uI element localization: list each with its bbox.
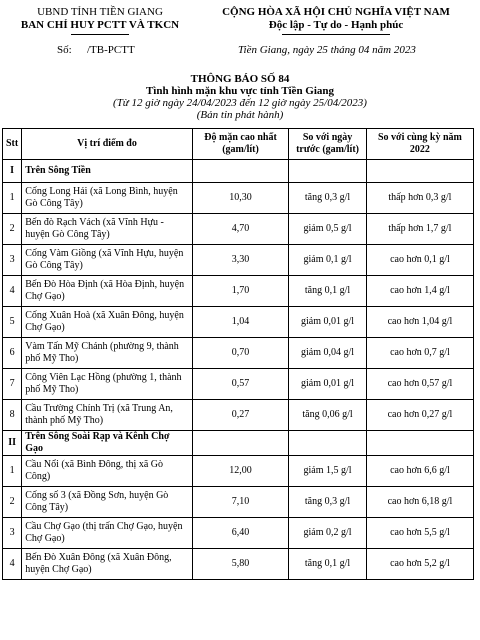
row-vs-previous-day: tăng 0,3 g/l — [289, 487, 367, 518]
table-row — [3, 487, 474, 518]
row-vs-2022: cao hơn 0,57 g/l — [366, 369, 473, 400]
row-location: Cống Long Hải (xã Long Bình, huyện Gò Công Tây) — [22, 183, 193, 214]
notice-subject: Tình hình mặn khu vực tỉnh Tiền Giang — [145, 85, 335, 97]
group-empty-cell — [192, 160, 288, 183]
document-number-label: Số: — [57, 44, 72, 56]
row-location: Cầu Chợ Gạo (thị trấn Chợ Gạo, huyện Chợ Gạo) — [22, 518, 193, 549]
notice-title: THÔNG BÁO SỐ 84 — [190, 73, 290, 85]
row-vs-2022: cao hơn 6,18 g/l — [366, 487, 473, 518]
row-salinity: 1,04 — [192, 307, 288, 338]
group-empty-cell — [366, 431, 473, 456]
row-location: Bến Đò Xuân Đông (xã Xuân Đông, huyện Chợ Gạo) — [22, 549, 193, 580]
row-salinity: 12,00 — [192, 456, 288, 487]
agency-command: BAN CHỈ HUY PCTT VÀ TKCN — [20, 19, 180, 31]
issuing-agency — [8, 6, 192, 35]
row-stt: 4 — [3, 276, 22, 307]
row-vs-2022: thấp hơn 1,7 g/l — [366, 214, 473, 245]
country-name: CỘNG HÒA XÃ HỘI CHỦ NGHĨA VIỆT NAM — [222, 6, 450, 18]
document-number-value: /TB-PCTT — [87, 44, 135, 56]
table-row — [3, 549, 474, 580]
row-vs-2022: cao hơn 1,04 g/l — [366, 307, 473, 338]
header-stt: Stt — [3, 129, 22, 160]
group-name: Trên Sông Soài Rạp và Kênh Chợ Gạo — [22, 431, 193, 456]
notice-title-block — [0, 73, 480, 121]
table-row — [3, 338, 474, 369]
row-vs-previous-day: giảm 0,5 g/l — [289, 214, 367, 245]
row-location: Cống Xuân Hoà (xã Xuân Đông, huyện Chợ Gạo) — [22, 307, 193, 338]
national-header — [200, 6, 472, 35]
row-vs-2022: cao hơn 1,4 g/l — [366, 276, 473, 307]
group-empty-cell — [192, 431, 288, 456]
header-location: Vị trí điểm đo — [22, 129, 193, 160]
row-stt: 7 — [3, 369, 22, 400]
table-row — [3, 518, 474, 549]
row-salinity: 6,40 — [192, 518, 288, 549]
row-salinity: 0,70 — [192, 338, 288, 369]
motto-underline — [282, 34, 390, 35]
row-salinity: 1,70 — [192, 276, 288, 307]
group-empty-cell — [366, 160, 473, 183]
header-max-salinity: Độ mặn cao nhất (gam/lít) — [192, 129, 288, 160]
group-numeral: II — [3, 431, 22, 456]
row-location: Bến Đò Hòa Định (xã Hòa Định, huyện Chợ Gạo) — [22, 276, 193, 307]
group-empty-cell — [289, 431, 367, 456]
table-row — [3, 183, 474, 214]
group-name: Trên Sông Tiền — [22, 160, 193, 183]
row-salinity: 0,27 — [192, 400, 288, 431]
row-vs-2022: cao hơn 0,27 g/l — [366, 400, 473, 431]
row-vs-2022: cao hơn 0,7 g/l — [366, 338, 473, 369]
place-date: Tiền Giang, ngày 25 tháng 04 năm 2023 — [238, 44, 416, 56]
table-row — [3, 245, 474, 276]
table-row — [3, 400, 474, 431]
header-vs-previous-day: So với ngày trước (gam/lít) — [289, 129, 367, 160]
row-stt: 2 — [3, 214, 22, 245]
row-salinity: 3,30 — [192, 245, 288, 276]
table-group-row — [3, 431, 474, 456]
row-vs-previous-day: tăng 0,1 g/l — [289, 549, 367, 580]
salinity-table — [2, 128, 474, 580]
row-stt: 3 — [3, 518, 22, 549]
row-vs-previous-day: giảm 0,1 g/l — [289, 245, 367, 276]
row-location: Vàm Tấn Mỹ Chánh (phường 9, thành phố Mỹ Tho) — [22, 338, 193, 369]
row-vs-previous-day: giảm 0,01 g/l — [289, 307, 367, 338]
row-vs-previous-day: giảm 0,04 g/l — [289, 338, 367, 369]
row-stt: 2 — [3, 487, 22, 518]
row-stt: 4 — [3, 549, 22, 580]
row-vs-2022: cao hơn 5,5 g/l — [366, 518, 473, 549]
agency-province: UBND TỈNH TIỀN GIANG — [37, 6, 163, 18]
row-stt: 3 — [3, 245, 22, 276]
row-location: Cầu Trường Chính Trị (xã Trung An, thành phố Mỹ Tho) — [22, 400, 193, 431]
row-location: Cống số 3 (xã Đồng Sơn, huyện Gò Công Tây) — [22, 487, 193, 518]
row-vs-2022: cao hơn 6,6 g/l — [366, 456, 473, 487]
table-row — [3, 369, 474, 400]
row-vs-2022: thấp hơn 0,3 g/l — [366, 183, 473, 214]
notice-period: (Từ 12 giờ ngày 24/04/2023 đến 12 giờ ngày 25/04/2023) — [113, 97, 367, 109]
group-empty-cell — [289, 160, 367, 183]
row-vs-2022: cao hơn 0,1 g/l — [366, 245, 473, 276]
row-location: Bến đò Rạch Vách (xã Vĩnh Hựu - huyện Gò Công Tây) — [22, 214, 193, 245]
header-vs-2022: So với cùng kỳ năm 2022 — [366, 129, 473, 160]
national-motto: Độc lập - Tự do - Hạnh phúc — [268, 19, 404, 31]
agency-underline — [71, 34, 129, 35]
table-row — [3, 307, 474, 338]
row-vs-previous-day: giảm 0,2 g/l — [289, 518, 367, 549]
row-vs-2022: cao hơn 5,2 g/l — [366, 549, 473, 580]
row-vs-previous-day: giảm 1,5 g/l — [289, 456, 367, 487]
row-salinity: 7,10 — [192, 487, 288, 518]
row-salinity: 4,70 — [192, 214, 288, 245]
row-location: Cầu Nổi (xã Bình Đông, thị xã Gò Công) — [22, 456, 193, 487]
row-vs-previous-day: giảm 0,01 g/l — [289, 369, 367, 400]
row-stt: 8 — [3, 400, 22, 431]
row-stt: 1 — [3, 183, 22, 214]
row-salinity: 10,30 — [192, 183, 288, 214]
row-vs-previous-day: tăng 0,06 g/l — [289, 400, 367, 431]
row-vs-previous-day: tăng 0,3 g/l — [289, 183, 367, 214]
row-stt: 6 — [3, 338, 22, 369]
table-group-row — [3, 160, 474, 183]
row-location: Cống Vàm Giồng (xã Vĩnh Hựu, huyện Gò Công Tây) — [22, 245, 193, 276]
table-row — [3, 214, 474, 245]
row-stt: 1 — [3, 456, 22, 487]
row-location: Công Viên Lạc Hồng (phường 1, thành phố Mỹ Tho) — [22, 369, 193, 400]
row-salinity: 0,57 — [192, 369, 288, 400]
group-numeral: I — [3, 160, 22, 183]
row-stt: 5 — [3, 307, 22, 338]
table-row — [3, 276, 474, 307]
table-row — [3, 456, 474, 487]
row-vs-previous-day: tăng 0,1 g/l — [289, 276, 367, 307]
notice-edition: (Bản tin phát hành) — [196, 109, 284, 121]
table-header-row — [3, 129, 474, 160]
document-number — [57, 44, 135, 56]
row-salinity: 5,80 — [192, 549, 288, 580]
